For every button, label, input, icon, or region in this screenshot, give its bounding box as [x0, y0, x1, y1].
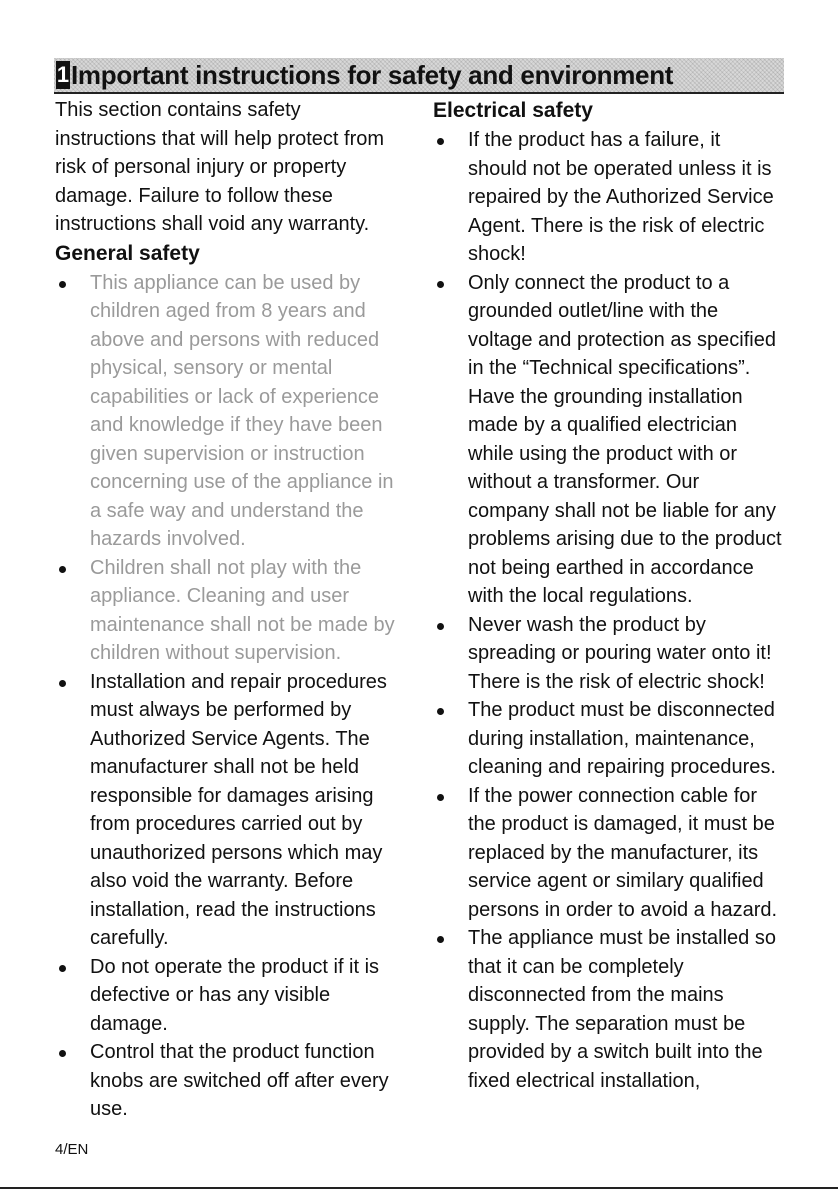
general-safety-list	[55, 269, 400, 1124]
right-column	[433, 96, 783, 1095]
bullet-icon	[437, 138, 444, 145]
bottom-divider	[0, 1187, 838, 1189]
list-item-text: Never wash the product by spreading or pouring water onto it! There is the risk of electric shock!	[468, 613, 772, 693]
bullet-icon	[437, 936, 444, 943]
list-item-text: Control that the product function knobs are switched off after every use.	[90, 1041, 389, 1120]
list-item-text: Children shall not play with the appliance. Cleaning and user maintenance shall not be made by children without supervision.	[90, 556, 395, 664]
list-item-text: The product must be disconnected during installation, maintenance, cleaning and repairing procedures.	[468, 699, 776, 778]
list-item	[433, 611, 783, 697]
list-item	[55, 554, 400, 668]
electrical-safety-heading: Electrical safety	[433, 99, 593, 122]
list-item	[433, 126, 783, 269]
list-item-text: Installation and repair procedures must always be performed by Authorized Service Agents. The manufacturer shall not be held responsible for damages arising from procedures carried out by unauthorized persons which may also void the warranty. Before installation, read the instructions carefully.	[90, 670, 387, 949]
bullet-icon	[437, 281, 444, 288]
list-item-text: Do not operate the product if it is defective or has any visible damage.	[90, 955, 380, 1035]
list-item	[55, 1038, 400, 1124]
electrical-safety-list	[433, 126, 783, 1095]
bullet-icon	[59, 965, 66, 972]
list-item-text: This appliance can be used by children aged from 8 years and above and persons with reduced physical, sensory or mental capabilities or lack of experience and knowledge if they have been given supervision or instruction concerning use of the appliance in a safe way and understand the hazards involved.	[90, 271, 394, 550]
list-item	[55, 668, 400, 953]
bullet-icon	[437, 794, 444, 801]
list-item	[433, 696, 783, 782]
list-item	[433, 924, 783, 1095]
bullet-icon	[59, 680, 66, 687]
section-title-bar	[54, 58, 784, 94]
list-item	[433, 269, 783, 611]
bullet-icon	[437, 623, 444, 630]
bullet-icon	[59, 281, 66, 288]
general-safety-heading: General safety	[55, 241, 200, 265]
bullet-icon	[59, 566, 66, 573]
list-item-text: The appliance must be installed so that it can be completely disconnected from the mains supply. The separation must be provided by a switch built into the fixed electrical installation,	[468, 927, 776, 1092]
section-number-badge: 1	[56, 62, 70, 87]
section-title: Important instructions for safety and environment	[71, 60, 674, 90]
list-item-text: If the product has a failure, it should not be operated unless it is repaired by the Authorized Service Agent. There is the risk of electric shock!	[468, 129, 774, 265]
page-number: 4/EN	[55, 1141, 89, 1158]
intro-paragraph: This section contains safety instructions that will help protect from risk of personal injury or property damage. Failure to follow these instructions shall void any warranty.	[55, 99, 385, 235]
bullet-icon	[437, 708, 444, 715]
list-item-text: Only connect the product to a grounded outlet/line with the voltage and protection as specified in the “Technical specifications”. Have the grounding installation made by a qualified electrician while using the product with or without a transformer. Our company shall not be liable for any problems arising due to the product not being earthed in accordance with the local regulations.	[468, 271, 782, 607]
list-item-text: If the power connection cable for the product is damaged, it must be replaced by the manufacturer, its service agent or similary qualified persons in order to avoid a hazard.	[468, 784, 778, 921]
list-item	[433, 782, 783, 925]
list-item	[55, 269, 400, 554]
list-item	[55, 953, 400, 1039]
left-column	[55, 96, 400, 1124]
bullet-icon	[59, 1050, 66, 1057]
